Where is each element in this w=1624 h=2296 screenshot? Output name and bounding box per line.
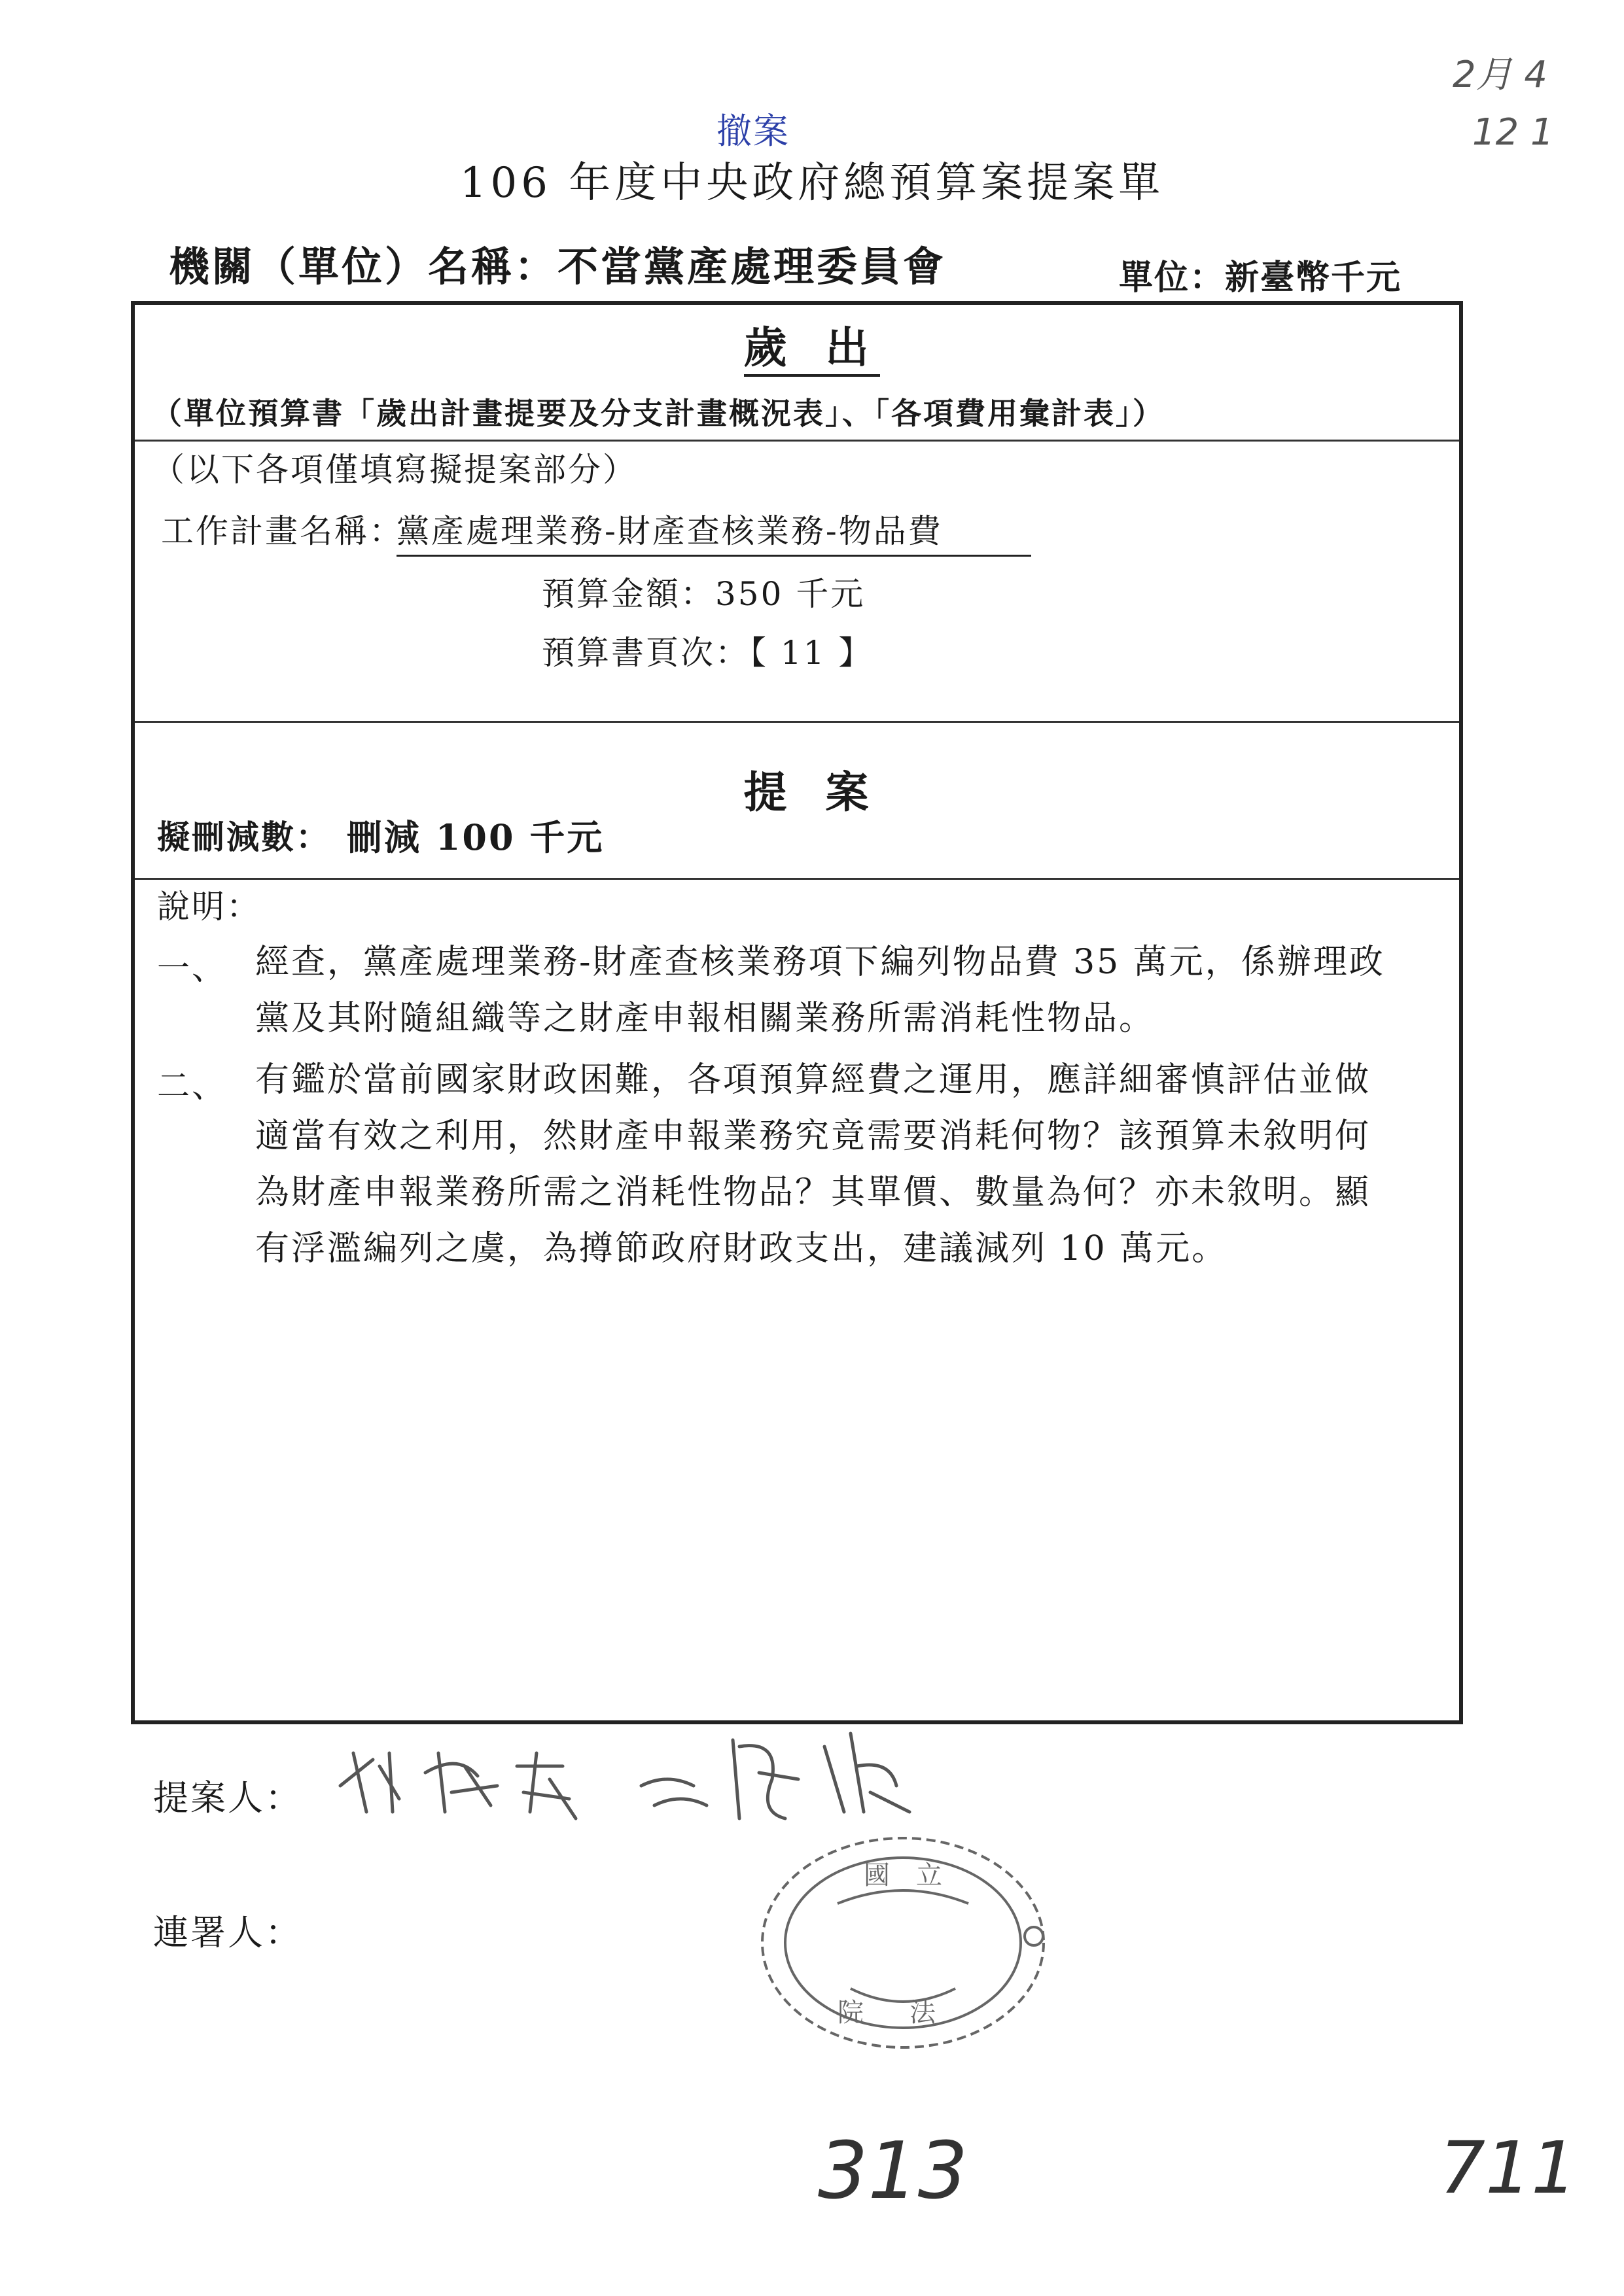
- expenditure-source-note: （單位預算書「歲出計畫提要及分支計畫概況表」、「各項費用彙計表」）: [152, 396, 1165, 431]
- item-1-text: [255, 934, 1459, 1047]
- page-number-right: 711: [1439, 2126, 1577, 2210]
- expenditure-heading: [0, 313, 1624, 375]
- item-2-line-3: 為財產申報業務所需之消耗性物品？其單價、數量為何？亦未敘明。顯: [255, 1173, 1371, 1212]
- divider-before-explanation: [135, 878, 1459, 880]
- margin-note-time: 12 1: [1472, 111, 1554, 154]
- project-name-value: 黨產處理業務-財產查核業務-物品費: [397, 505, 1031, 557]
- item-1-line-1: 經查，黨產處理業務-財產查核業務項下編列物品費 35 萬元，係辦理政: [255, 943, 1385, 982]
- item-2-line-4: 有浮濫編列之虞，為撙節政府財政支出，建議減列 10 萬元。: [255, 1229, 1228, 1268]
- budget-amount: 預算金額：350 千元: [542, 575, 866, 613]
- divider-after-source: [135, 440, 1459, 442]
- currency-unit: 單位：新臺幣千元: [1119, 258, 1402, 298]
- svg-text:院: 院: [838, 1998, 864, 2028]
- budget-page-ref: 預算書頁次：【 11 】: [542, 634, 874, 672]
- item-2-text: [255, 1052, 1459, 1277]
- svg-text:立: 立: [916, 1860, 942, 1890]
- cut-amount-label: 擬刪減數：: [157, 818, 330, 856]
- official-seal-stamp: [752, 1825, 1053, 2061]
- expenditure-heading-text: 歲 出: [744, 322, 881, 377]
- proposer-label: 提案人：: [153, 1777, 302, 1818]
- item-2-line-2: 適當有效之利用，然財產申報業務究竟需要消耗何物？該預算未敘明何: [255, 1117, 1371, 1156]
- item-2-number: 二、: [157, 1067, 226, 1105]
- proposer-signature: [327, 1714, 1047, 1832]
- page-title: 106 年度中央政府總預算案提案單: [459, 159, 1165, 207]
- item-2-line-1: 有鑑於當前國家財政困難，各項預算經費之運用，應詳細審慎評估並做: [255, 1060, 1371, 1100]
- divider-before-proposal: [135, 721, 1459, 723]
- explanation-label: 說明：: [157, 888, 261, 926]
- svg-text:國: 國: [864, 1860, 890, 1890]
- cosigner-label: 連署人：: [153, 1912, 302, 1953]
- fill-instruction-note: （以下各項僅填寫擬提案部分）: [152, 451, 637, 489]
- page-number-center: 313: [818, 2126, 968, 2217]
- proposal-heading: 提 案: [743, 767, 881, 818]
- cut-amount-value: 刪減 100 千元: [347, 816, 605, 858]
- item-1-number: 一、: [157, 949, 226, 987]
- project-name-label: 工作計畫名稱：: [161, 512, 404, 550]
- svg-text:法: 法: [909, 1998, 936, 2028]
- item-1-line-2: 黨及其附隨組織等之財產申報相關業務所需消耗性物品。: [255, 999, 1156, 1038]
- agency-name: 機關（單位）名稱：不當黨產處理委員會: [169, 243, 947, 290]
- withdrawn-stamp: 撤案: [716, 111, 790, 152]
- margin-note-date: 2月 4: [1453, 54, 1548, 96]
